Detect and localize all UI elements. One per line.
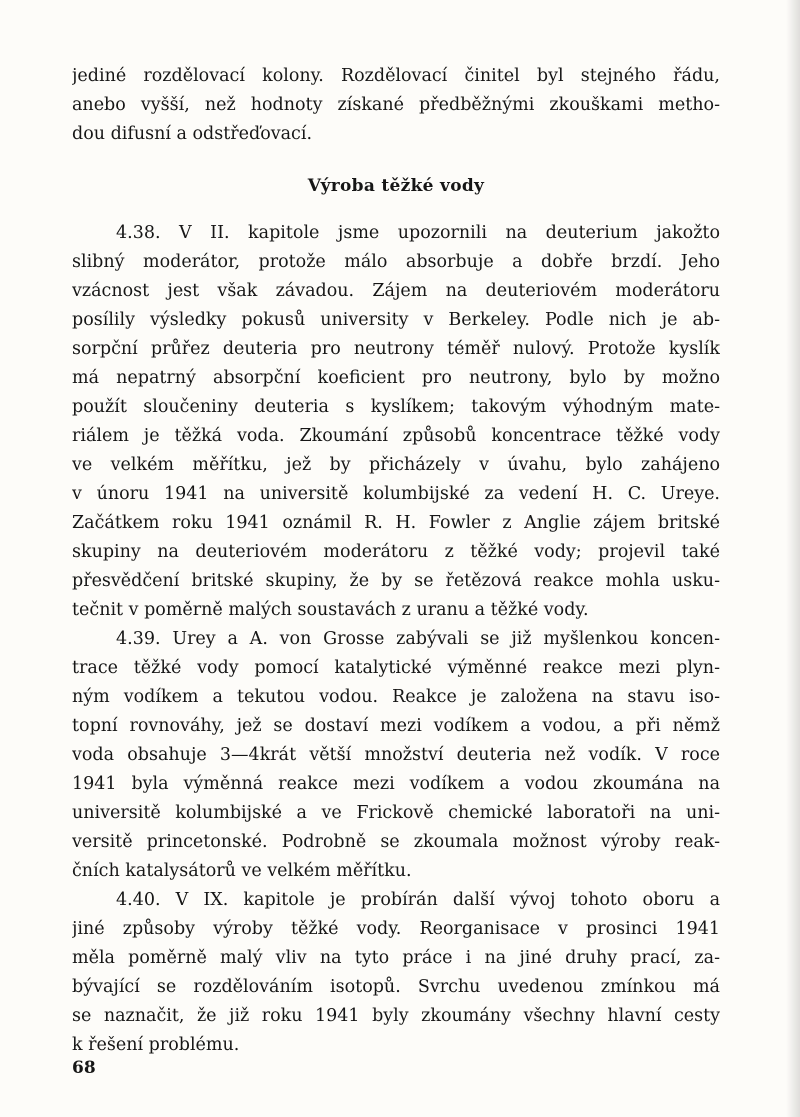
text-line: trace těžké vody pomocí katalytické výměnné reakce mezi plyn- bbox=[72, 658, 720, 678]
text-line: měla poměrně malý vliv na tyto práce i na jiné druhy prací, za- bbox=[72, 948, 720, 968]
paragraph-4-39 bbox=[72, 625, 720, 886]
text-line: jiné způsoby výroby těžké vody. Reorganisace v prosinci 1941 bbox=[72, 919, 720, 939]
text-line: anebo vyšší, než hodnoty získané předběžnými zkouškami metho- bbox=[72, 95, 720, 115]
text-line: dou difusní a odstřeďovací. bbox=[72, 124, 313, 144]
text-line: jediné rozdělovací kolony. Rozdělovací činitel byl stejného řádu, bbox=[72, 66, 720, 86]
page-number: 68 bbox=[72, 1058, 96, 1078]
text-line: riálem je těžká voda. Zkoumání způsobů koncentrace těžké vody bbox=[72, 426, 720, 446]
paragraph-4-40 bbox=[72, 886, 720, 1060]
text-line: má nepatrný absorpční koeficient pro neutrony, bylo by možno bbox=[72, 368, 720, 388]
text-line: 4.39. Urey a A. von Grosse zabývali se již myšlenkou koncen- bbox=[116, 629, 720, 649]
text-line: 4.40. V IX. kapitole je probírán další vývoj tohoto oboru a bbox=[116, 890, 720, 910]
text-line: použít sloučeniny deuteria s kyslíkem; takovým výhodným mate- bbox=[72, 397, 720, 417]
text-line: sorpční průřez deuteria pro neutrony téměř nulový. Protože kyslík bbox=[72, 339, 720, 359]
text-line: 1941 byla výměnná reakce mezi vodíkem a vodou zkoumána na bbox=[72, 774, 720, 794]
text-line: v únoru 1941 na universitě kolumbijské za vedení H. C. Ureye. bbox=[72, 484, 720, 504]
page-spine-shadow bbox=[786, 0, 800, 1117]
text-line: ve velkém měřítku, jež by přicházely v úvahu, bylo zahájeno bbox=[72, 455, 720, 475]
text-line: ným vodíkem a tekutou vodou. Reakce je založena na stavu iso- bbox=[72, 687, 720, 707]
intro-paragraph bbox=[72, 62, 720, 149]
text-line: bývající se rozdělováním isotopů. Svrchu uvedenou zmínkou má bbox=[72, 977, 720, 997]
text-line: čních katalysátorů ve velkém měřítku. bbox=[72, 861, 412, 881]
text-line: skupiny na deuteriovém moderátoru z těžké vody; projevil také bbox=[72, 542, 720, 562]
text-line: voda obsahuje 3—4krát větší množství deuteria než vodík. V roce bbox=[72, 745, 720, 765]
text-line: slibný moderátor, protože málo absorbuje a dobře brzdí. Jeho bbox=[72, 252, 720, 272]
text-line: universitě kolumbijské a ve Frickově chemické laboratoři na uni- bbox=[72, 803, 720, 823]
text-line: tečnit v poměrně malých soustavách z uranu a těžké vody. bbox=[72, 600, 589, 620]
text-line: přesvědčení britské skupiny, že by se řetězová reakce mohla usku- bbox=[72, 571, 720, 591]
document-page bbox=[72, 62, 720, 1060]
text-line: posílily výsledky pokusů university v Berkeley. Podle nich je ab- bbox=[72, 310, 720, 330]
text-line: Začátkem roku 1941 oznámil R. H. Fowler z Anglie zájem britské bbox=[72, 513, 720, 533]
text-line: topní rovnováhy, jež se dostaví mezi vodíkem a vodou, a při němž bbox=[72, 716, 720, 736]
section-heading: Výroba těžké vody bbox=[307, 176, 485, 196]
text-line: k řešení problému. bbox=[72, 1035, 240, 1055]
text-line: se naznačit, že již roku 1941 byly zkoumány všechny hlavní cesty bbox=[72, 1006, 720, 1026]
text-line: 4.38. V II. kapitole jsme upozornili na deuterium jakožto bbox=[116, 223, 720, 243]
paragraph-4-38 bbox=[72, 219, 720, 625]
text-line: versitě princetonské. Podrobně se zkoumala možnost výroby reak- bbox=[72, 832, 720, 852]
text-line: vzácnost jest však závadou. Zájem na deuteriovém moderátoru bbox=[72, 281, 720, 301]
